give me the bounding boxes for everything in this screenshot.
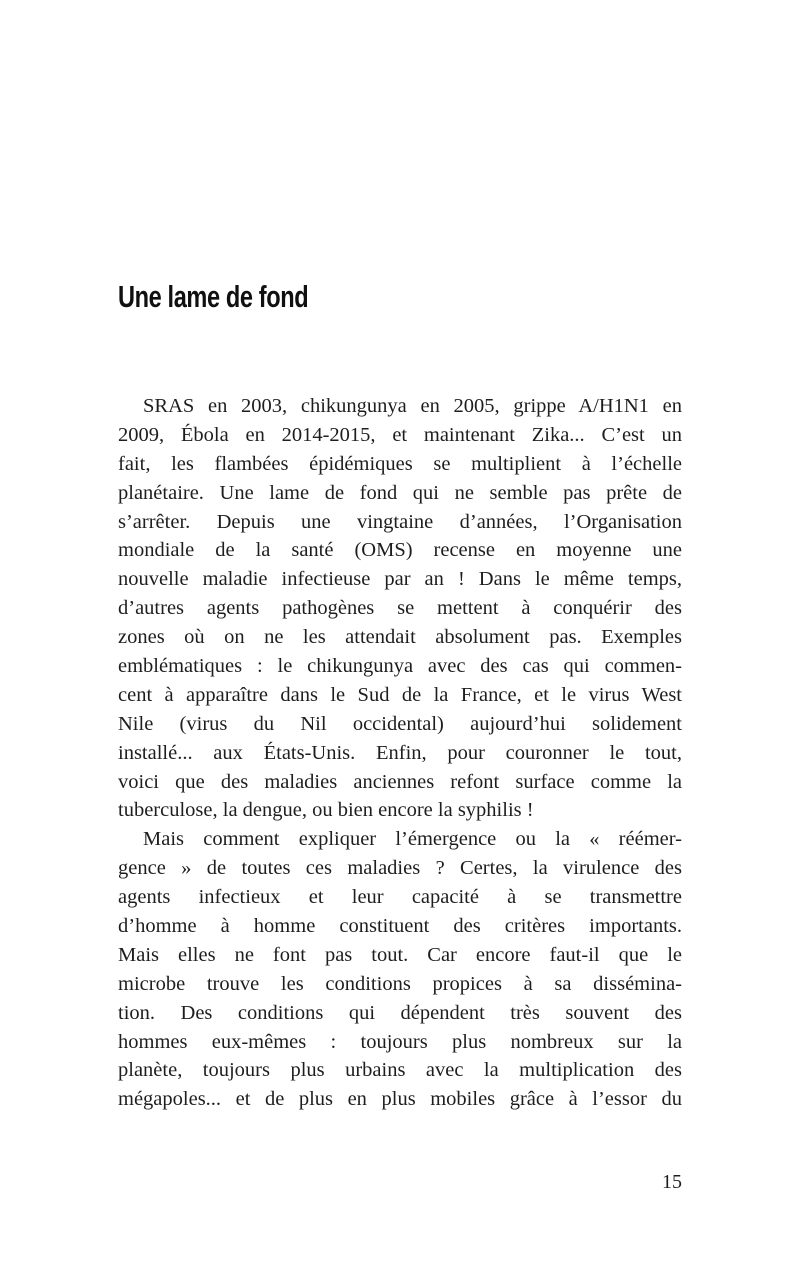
text-line: tion. Des conditions qui dépendent très souvent des (118, 1001, 682, 1024)
text-line: s’arrêter. Depuis une vingtaine d’années, l’Organisation (118, 510, 682, 533)
text-line: gence » de toutes ces maladies ? Certes, la virulence des (118, 857, 682, 880)
paragraph (118, 825, 682, 1114)
text-line: hommes eux-mêmes : toujours plus nombreux sur la (118, 1030, 682, 1053)
text-line: 2009, Ébola en 2014-2015, et maintenant Zika... C’est un (118, 423, 682, 446)
chapter-title: Une lame de fond (118, 278, 309, 314)
text-line: d’homme à homme constituent des critères importants. (118, 915, 682, 938)
text-line: Mais elles ne font pas tout. Car encore faut-il que le (118, 943, 682, 966)
text-line: nouvelle maladie infectieuse par an ! Dans le même temps, (118, 568, 682, 591)
text-block (118, 392, 682, 1114)
text-line: planète, toujours plus urbains avec la multiplication des (118, 1059, 682, 1082)
text-line: tuberculose, la dengue, ou bien encore la syphilis ! (118, 799, 534, 822)
text-line: Mais comment expliquer l’émergence ou la « réémer- (143, 828, 682, 851)
text-line: agents infectieux et leur capacité à se transmettre (118, 886, 682, 909)
text-line: fait, les flambées épidémiques se multiplient à l’échelle (118, 452, 682, 475)
text-line: Nile (virus du Nil occidental) aujourd’hui solidement (118, 712, 682, 735)
text-line: mondiale de la santé (OMS) recense en moyenne une (118, 539, 682, 562)
text-line: cent à apparaître dans le Sud de la France, et le virus West (118, 683, 682, 706)
text-line: microbe trouve les conditions propices à sa dissémina- (118, 972, 682, 995)
text-line: voici que des maladies anciennes refont surface comme la (118, 770, 682, 793)
paragraph (118, 392, 682, 825)
page-number: 15 (662, 1171, 682, 1193)
text-line: zones où on ne les attendait absolument pas. Exemples (118, 626, 682, 649)
text-line: planétaire. Une lame de fond qui ne semble pas prête de (118, 481, 682, 504)
text-line: SRAS en 2003, chikungunya en 2005, grippe A/H1N1 en (143, 395, 682, 417)
text-line: installé... aux États-Unis. Enfin, pour couronner le tout, (118, 741, 682, 764)
text-line: emblématiques : le chikungunya avec des cas qui commen- (118, 655, 682, 678)
text-line: d’autres agents pathogènes se mettent à conquérir des (118, 597, 682, 620)
text-line: mégapoles... et de plus en plus mobiles grâce à l’essor du (118, 1088, 682, 1111)
